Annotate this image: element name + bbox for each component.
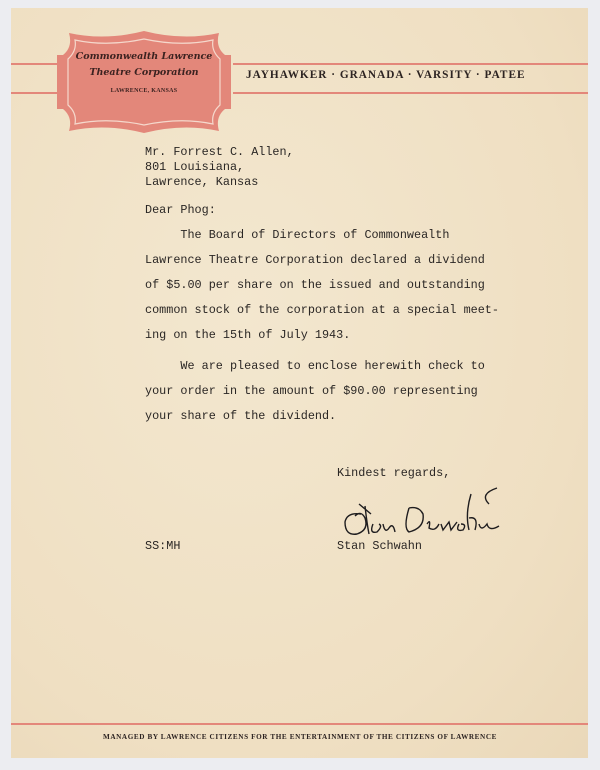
company-name-line2: Theatre Corporation: [89, 67, 199, 78]
company-logo-text: [55, 27, 233, 94]
body-line: ing on the 15th of July 1943.: [145, 328, 351, 342]
company-name-line1: Commonwealth Lawrence: [75, 51, 213, 62]
body-line: your order in the amount of $90.00 representing: [145, 384, 478, 398]
body-line: The Board of Directors of Commonwealth: [145, 228, 450, 242]
footer-motto: MANAGED BY LAWRENCE CITIZENS FOR THE ENTERTAINMENT OF THE CITIZENS OF LAWRENCE: [102, 733, 498, 741]
body-line: Lawrence Theatre Corporation declared a dividend: [145, 253, 485, 267]
theatre-list: JAYHAWKER · GRANADA · VARSITY · PATEE: [246, 69, 526, 81]
header-rule: [11, 63, 61, 65]
signer-name: Stan Schwahn: [337, 539, 422, 553]
body-line: of $5.00 per share on the issued and outstanding: [145, 278, 485, 292]
handwritten-signature: [339, 484, 509, 544]
header-rule: [11, 92, 61, 94]
footer-rule: [11, 723, 588, 725]
header-rule: [233, 92, 588, 94]
body-line: your share of the dividend.: [145, 409, 337, 423]
header-rule: [233, 63, 588, 65]
recipient-address-line: Mr. Forrest C. Allen,: [145, 145, 294, 159]
company-city: LAWRENCE, KANSAS: [110, 88, 178, 94]
recipient-address-line: Lawrence, Kansas: [145, 175, 259, 189]
closing: Kindest regards,: [337, 466, 451, 480]
salutation: Dear Phog:: [145, 203, 216, 217]
recipient-address-line: 801 Louisiana,: [145, 160, 245, 174]
typist-initials: SS:MH: [145, 539, 181, 553]
letter-paper: [11, 8, 588, 758]
body-line: We are pleased to enclose herewith check to: [145, 359, 485, 373]
body-line: common stock of the corporation at a special meet-: [145, 303, 499, 317]
